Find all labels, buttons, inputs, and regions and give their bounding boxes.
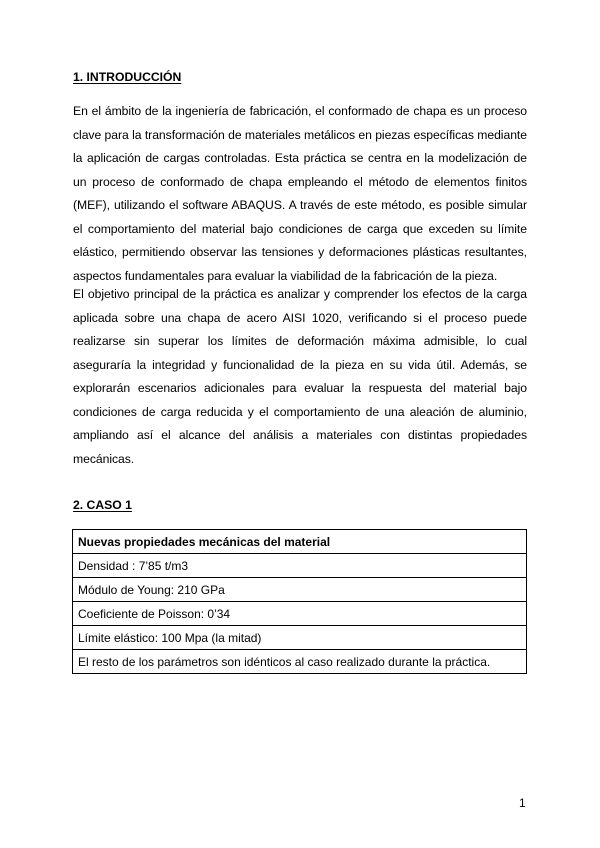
table-row: [73, 602, 527, 626]
table-row: [73, 554, 527, 578]
table-row: [73, 650, 527, 674]
table-cell-remaining-parameters: El resto de los parámetros son idénticos al caso realizado durante la práctica.: [73, 650, 527, 674]
table-cell-young-modulus: Módulo de Young: 210 GPa: [73, 578, 527, 602]
table-row: [73, 626, 527, 650]
table-cell-poisson: Coeficiente de Poisson: 0’34: [73, 602, 527, 626]
table-header-cell: Nuevas propiedades mecánicas del material: [73, 530, 527, 554]
section-heading-caso-1: 2. CASO 1: [73, 498, 132, 512]
table-header-row: [73, 530, 527, 554]
table-row: [73, 578, 527, 602]
table-cell-yield-strength: Límite elástico: 100 Mpa (la mitad): [73, 626, 527, 650]
intro-paragraph-1: En el ámbito de la ingeniería de fabricación, el conformado de chapa es un proceso clave para la transformación de materiales metálicos en piezas específicas mediante la aplicación de cargas controladas. Esta práctica se centra en la modelización de un proceso de conformado de chapa empleando el método de elementos finitos (MEF), utilizando el software ABAQUS. A través de este método, es posible simular el comportamiento del material bajo condiciones de carga que exceden su límite elástico, permitiendo observar las tensiones y deformaciones plásticas resultantes, aspectos fundamentales para evaluar la viabilidad de la fabricación de la pieza.: [73, 104, 527, 283]
page-number: 1: [519, 796, 526, 810]
section-heading-introduccion: 1. INTRODUCCIÓN: [73, 70, 182, 84]
intro-paragraph-2: El objetivo principal de la práctica es analizar y comprender los efectos de la carga aplicada sobre una chapa de acero AISI 1020, verificando si el proceso puede realizarse sin superar los límites de deformación máxima admisible, lo cual aseguraría la integridad y funcionalidad de la pieza en su vida útil. Además, se explorarán escenarios adicionales para evaluar la respuesta del material bajo condiciones de carga reducida y el comportamiento de una aleación de aluminio, ampliando así el alcance del análisis a materiales con distintas propiedades mecánicas.: [73, 287, 527, 466]
table-cell-density: Densidad : 7’85 t/m3: [73, 554, 527, 578]
material-properties-table: [72, 529, 527, 674]
